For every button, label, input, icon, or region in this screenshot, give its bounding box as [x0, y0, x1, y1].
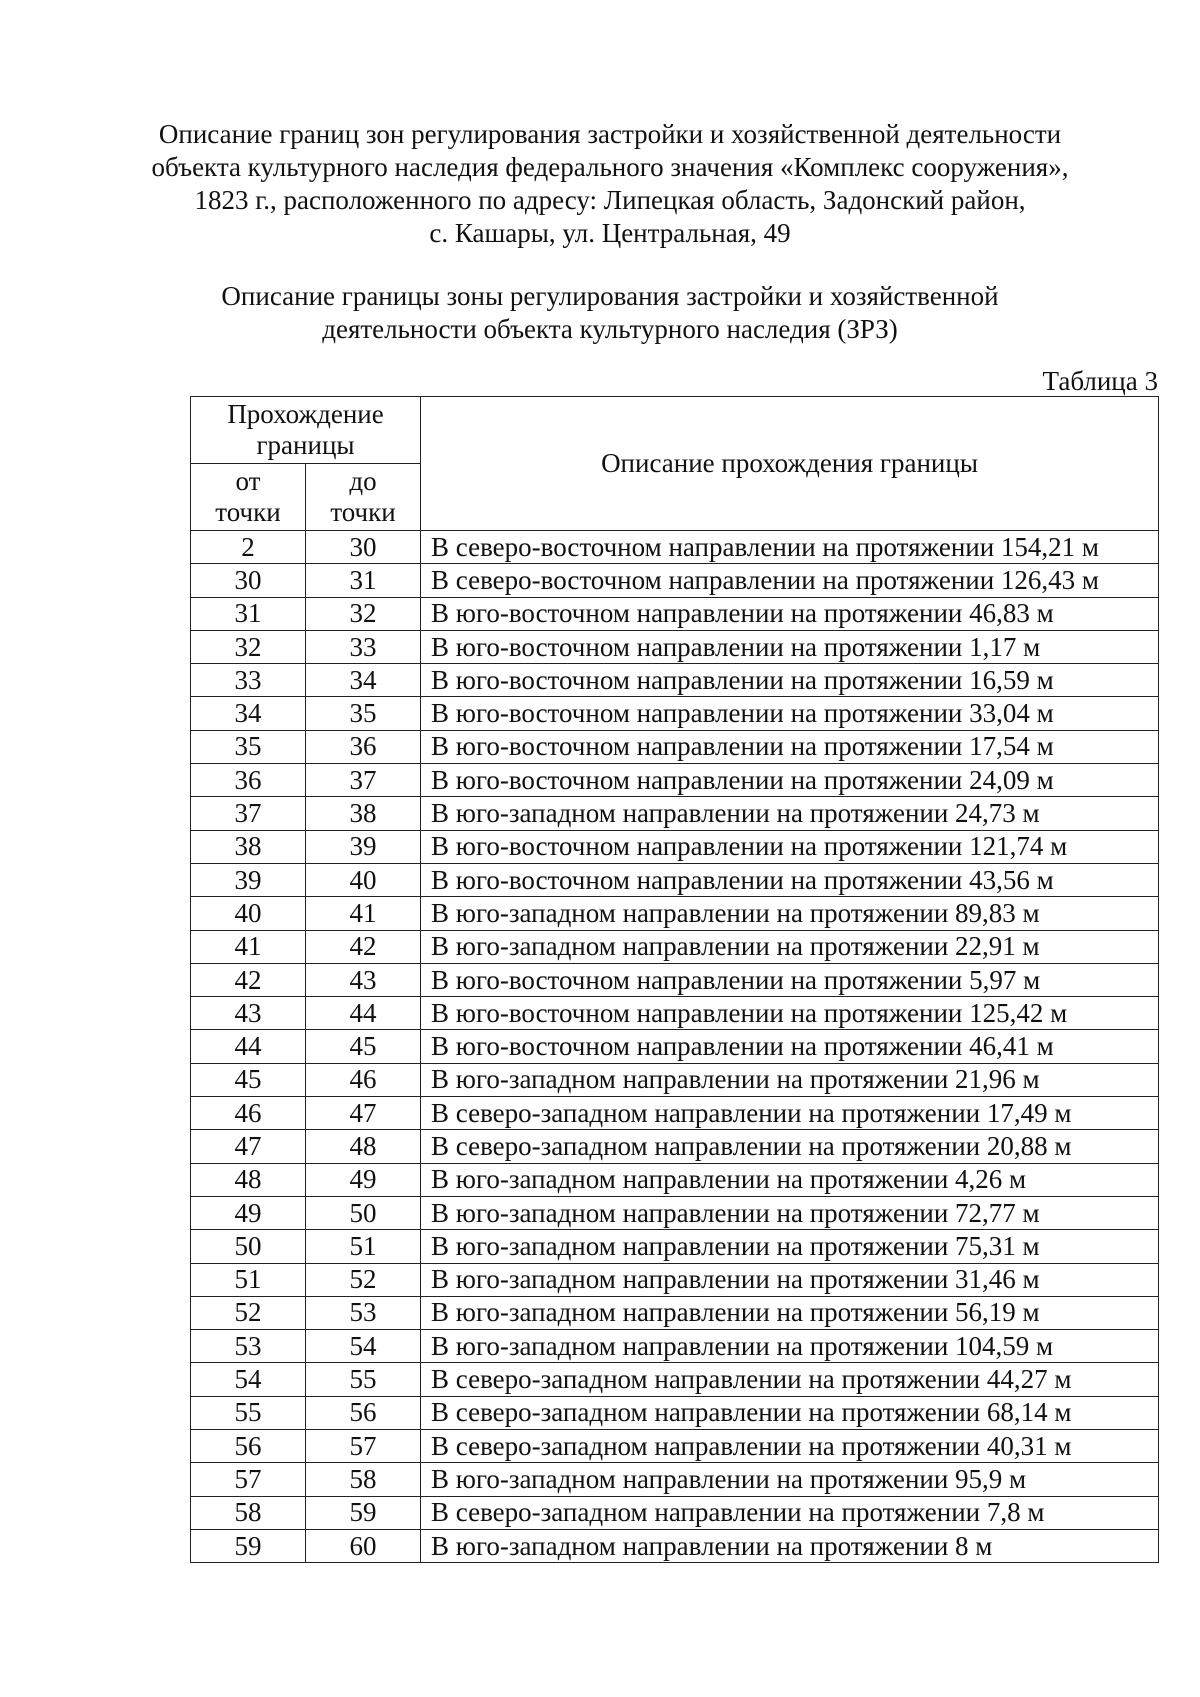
to-point-cell: 60	[306, 1529, 421, 1562]
description-cell: В юго-западном направлении на протяжении 56,19 м	[421, 1296, 1159, 1329]
description-cell: В юго-восточном направлении на протяжении 43,56 м	[421, 863, 1159, 896]
to-point-cell: 37	[306, 764, 421, 797]
table-row	[191, 597, 1159, 630]
table-row	[191, 564, 1159, 597]
table-row	[191, 1230, 1159, 1263]
from-point-cell: 53	[191, 1330, 306, 1363]
header-boundary-passage-line-1: Прохождение	[227, 399, 384, 429]
table-row	[191, 1263, 1159, 1296]
description-cell: В северо-западном направлении на протяжении 17,49 м	[421, 1097, 1159, 1130]
table-row	[191, 1330, 1159, 1363]
table-row	[191, 1363, 1159, 1396]
to-point-cell: 53	[306, 1296, 421, 1329]
to-point-cell: 35	[306, 697, 421, 730]
from-point-cell: 54	[191, 1363, 306, 1396]
to-point-cell: 39	[306, 830, 421, 863]
table-row	[191, 1463, 1159, 1496]
from-point-cell: 39	[191, 863, 306, 896]
description-cell: В юго-западном направлении на протяжении 8 м	[421, 1529, 1159, 1562]
header-to-line-1: до	[349, 466, 377, 496]
table-row	[191, 930, 1159, 963]
description-cell: В юго-восточном направлении на протяжении 33,04 м	[421, 697, 1159, 730]
description-cell: В юго-западном направлении на протяжении 31,46 м	[421, 1263, 1159, 1296]
description-cell: В юго-западном направлении на протяжении 24,73 м	[421, 797, 1159, 830]
description-cell: В юго-восточном направлении на протяжении 5,97 м	[421, 963, 1159, 996]
header-boundary-passage-line-2: границы	[256, 430, 355, 460]
description-cell: В юго-западном направлении на протяжении 22,91 м	[421, 930, 1159, 963]
table-label: Таблица 3	[1042, 366, 1158, 396]
from-point-cell: 34	[191, 697, 306, 730]
from-point-cell: 57	[191, 1463, 306, 1496]
table-row	[191, 697, 1159, 730]
description-cell: В северо-восточном направлении на протяжении 154,21 м	[421, 531, 1159, 564]
from-point-cell: 2	[191, 531, 306, 564]
from-point-cell: 47	[191, 1130, 306, 1163]
to-point-cell: 42	[306, 930, 421, 963]
table-row	[191, 1296, 1159, 1329]
table-row	[191, 1529, 1159, 1562]
description-cell: В юго-восточном направлении на протяжении 1,17 м	[421, 630, 1159, 663]
boundary-table	[190, 396, 1159, 1563]
table-row	[191, 730, 1159, 763]
title-line-2: объекта культурного наследия федерального значения «Комплекс сооружения»,	[151, 152, 1069, 182]
description-cell: В юго-восточном направлении на протяжении 46,41 м	[421, 1030, 1159, 1063]
description-cell: В северо-западном направлении на протяжении 68,14 м	[421, 1396, 1159, 1429]
from-point-cell: 44	[191, 1030, 306, 1063]
description-cell: В юго-восточном направлении на протяжении 125,42 м	[421, 997, 1159, 1030]
from-point-cell: 33	[191, 664, 306, 697]
to-point-cell: 41	[306, 897, 421, 930]
from-point-cell: 35	[191, 730, 306, 763]
from-point-cell: 48	[191, 1163, 306, 1196]
description-cell: В юго-восточном направлении на протяжении 121,74 м	[421, 830, 1159, 863]
document-title	[150, 118, 1070, 250]
description-cell: В юго-восточном направлении на протяжении 16,59 м	[421, 664, 1159, 697]
title-line-4: с. Кашары, ул. Центральная, 49	[429, 218, 791, 248]
from-point-cell: 46	[191, 1097, 306, 1130]
title-line-3: 1823 г., расположенного по адресу: Липецкая область, Задонский район,	[194, 185, 1026, 215]
to-point-cell: 34	[306, 664, 421, 697]
description-cell: В юго-западном направлении на протяжении 95,9 м	[421, 1463, 1159, 1496]
from-point-cell: 36	[191, 764, 306, 797]
table-row	[191, 531, 1159, 564]
header-from-point	[191, 464, 306, 531]
description-cell: В юго-восточном направлении на протяжении 24,09 м	[421, 764, 1159, 797]
from-point-cell: 32	[191, 630, 306, 663]
to-point-cell: 51	[306, 1230, 421, 1263]
to-point-cell: 38	[306, 797, 421, 830]
from-point-cell: 58	[191, 1496, 306, 1529]
table-row	[191, 630, 1159, 663]
to-point-cell: 40	[306, 863, 421, 896]
table-row	[191, 1196, 1159, 1229]
to-point-cell: 57	[306, 1430, 421, 1463]
table-row	[191, 1030, 1159, 1063]
to-point-cell: 31	[306, 564, 421, 597]
description-cell: В юго-западном направлении на протяжении 21,96 м	[421, 1063, 1159, 1096]
from-point-cell: 40	[191, 897, 306, 930]
from-point-cell: 45	[191, 1063, 306, 1096]
description-cell: В юго-западном направлении на протяжении 4,26 м	[421, 1163, 1159, 1196]
table-row	[191, 1430, 1159, 1463]
table-row	[191, 1163, 1159, 1196]
table-row	[191, 1396, 1159, 1429]
description-cell: В северо-западном направлении на протяжении 40,31 м	[421, 1430, 1159, 1463]
table-row	[191, 997, 1159, 1030]
to-point-cell: 56	[306, 1396, 421, 1429]
table-row	[191, 963, 1159, 996]
from-point-cell: 43	[191, 997, 306, 1030]
to-point-cell: 49	[306, 1163, 421, 1196]
from-point-cell: 37	[191, 797, 306, 830]
table-row	[191, 1097, 1159, 1130]
table-row	[191, 764, 1159, 797]
to-point-cell: 54	[306, 1330, 421, 1363]
from-point-cell: 51	[191, 1263, 306, 1296]
from-point-cell: 56	[191, 1430, 306, 1463]
from-point-cell: 31	[191, 597, 306, 630]
to-point-cell: 52	[306, 1263, 421, 1296]
from-point-cell: 41	[191, 930, 306, 963]
header-to-line-2: точки	[330, 497, 396, 527]
to-point-cell: 46	[306, 1063, 421, 1096]
to-point-cell: 44	[306, 997, 421, 1030]
to-point-cell: 47	[306, 1097, 421, 1130]
from-point-cell: 42	[191, 963, 306, 996]
header-from-line-1: от	[235, 466, 261, 496]
table-row	[191, 897, 1159, 930]
to-point-cell: 45	[306, 1030, 421, 1063]
to-point-cell: 32	[306, 597, 421, 630]
table-row	[191, 1063, 1159, 1096]
header-to-point	[306, 464, 421, 531]
from-point-cell: 59	[191, 1529, 306, 1562]
description-cell: В северо-западном направлении на протяжении 44,27 м	[421, 1363, 1159, 1396]
table-row	[191, 1496, 1159, 1529]
section-subtitle	[150, 280, 1070, 346]
header-from-line-2: точки	[215, 497, 281, 527]
from-point-cell: 52	[191, 1296, 306, 1329]
table-row	[191, 863, 1159, 896]
from-point-cell: 50	[191, 1230, 306, 1263]
to-point-cell: 50	[306, 1196, 421, 1229]
from-point-cell: 30	[191, 564, 306, 597]
description-cell: В северо-западном направлении на протяжении 20,88 м	[421, 1130, 1159, 1163]
description-cell: В юго-западном направлении на протяжении 104,59 м	[421, 1330, 1159, 1363]
from-point-cell: 49	[191, 1196, 306, 1229]
description-cell: В юго-западном направлении на протяжении 89,83 м	[421, 897, 1159, 930]
from-point-cell: 55	[191, 1396, 306, 1429]
table-body	[191, 531, 1159, 1563]
to-point-cell: 58	[306, 1463, 421, 1496]
description-cell: В северо-восточном направлении на протяжении 126,43 м	[421, 564, 1159, 597]
to-point-cell: 43	[306, 963, 421, 996]
header-boundary-passage	[191, 397, 421, 464]
subtitle-line-1: Описание границы зоны регулирования застройки и хозяйственной	[221, 281, 999, 311]
from-point-cell: 38	[191, 830, 306, 863]
to-point-cell: 33	[306, 630, 421, 663]
table-row	[191, 664, 1159, 697]
table-row	[191, 1130, 1159, 1163]
description-cell: В юго-восточном направлении на протяжении 46,83 м	[421, 597, 1159, 630]
table-row	[191, 797, 1159, 830]
subtitle-line-2: деятельности объекта культурного наследия (ЗРЗ)	[322, 314, 898, 344]
description-cell: В юго-восточном направлении на протяжении 17,54 м	[421, 730, 1159, 763]
description-cell: В юго-западном направлении на протяжении 72,77 м	[421, 1196, 1159, 1229]
to-point-cell: 59	[306, 1496, 421, 1529]
to-point-cell: 36	[306, 730, 421, 763]
table-row	[191, 830, 1159, 863]
header-description: Описание прохождения границы	[421, 397, 1159, 531]
description-cell: В северо-западном направлении на протяжении 7,8 м	[421, 1496, 1159, 1529]
description-cell: В юго-западном направлении на протяжении 75,31 м	[421, 1230, 1159, 1263]
title-line-1: Описание границ зон регулирования застройки и хозяйственной деятельности	[158, 119, 1062, 149]
table-header	[191, 397, 1159, 531]
to-point-cell: 48	[306, 1130, 421, 1163]
to-point-cell: 55	[306, 1363, 421, 1396]
to-point-cell: 30	[306, 531, 421, 564]
